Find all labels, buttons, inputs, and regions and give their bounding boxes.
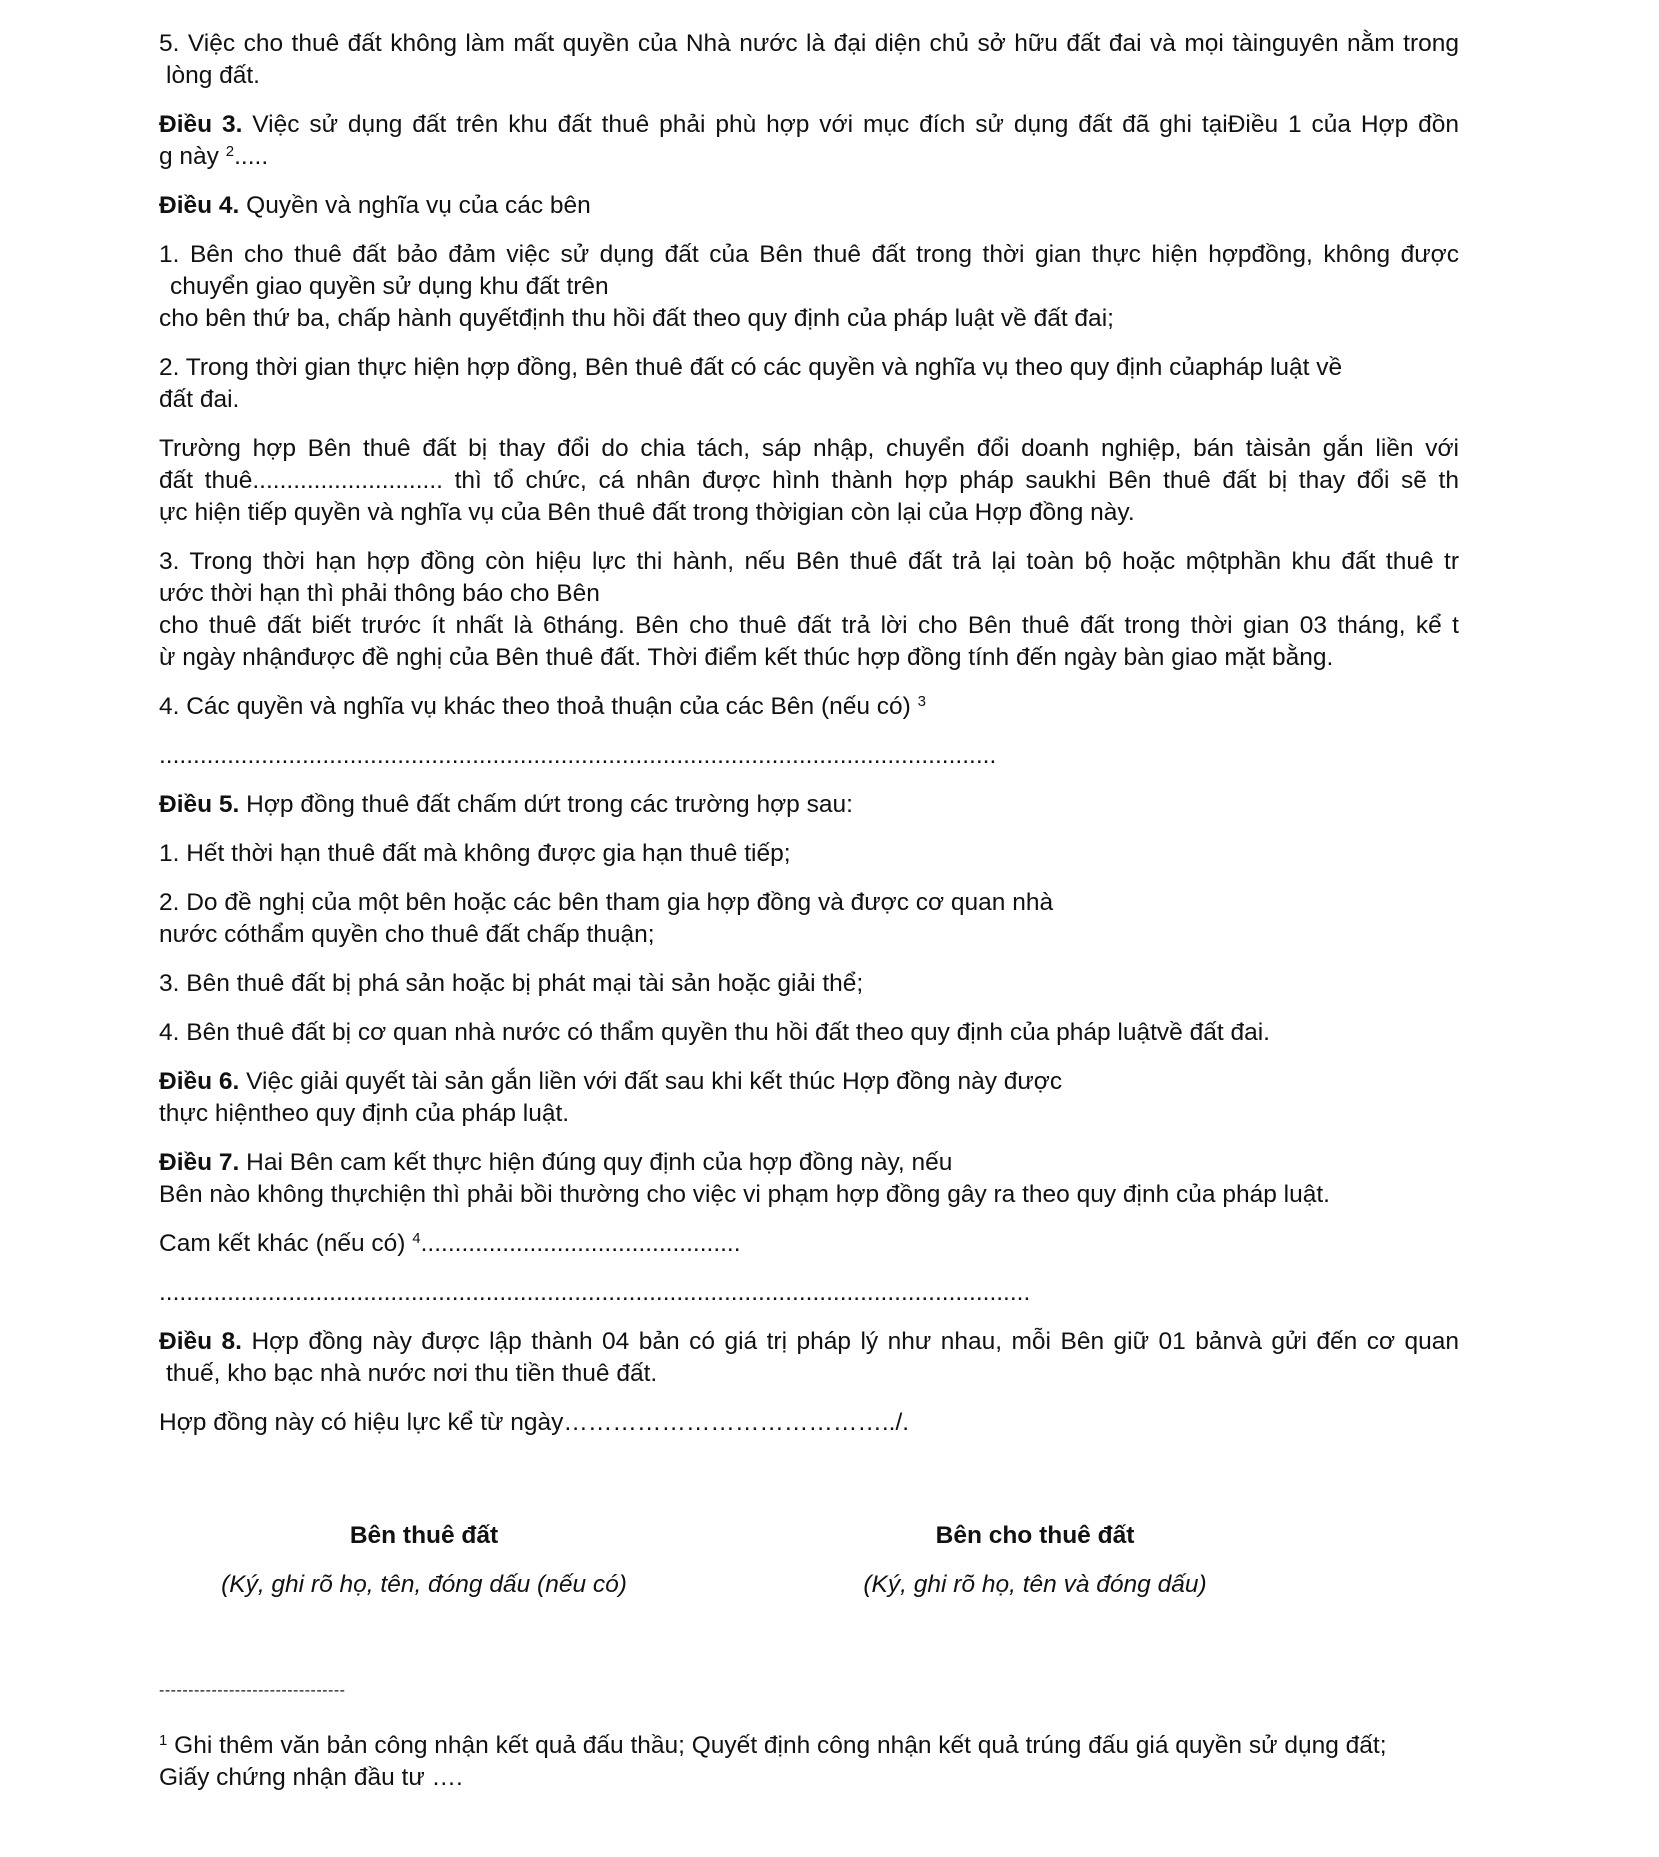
lessor-signature-block bbox=[755, 1520, 1315, 1601]
article-6-line-1: Điều 6. Việc giải quyết tài sản gắn liền với đất sau khi kết thúc Hợp đồng này được bbox=[159, 1068, 1063, 1095]
article-8-heading: Điều 8. bbox=[159, 1328, 242, 1355]
lessor-title: Bên cho thuê đất bbox=[935, 1522, 1135, 1549]
article-4-item-3-line-2: ước thời hạn thì phải thông báo cho Bên bbox=[159, 580, 600, 607]
footnote-text-line-2: Giấy chứng nhận đầu tư …. bbox=[159, 1764, 463, 1791]
article-5-item-2-line-1: 2. Do đề nghị của một bên hoặc các bên tham gia hợp đồng và được cơ quan nhà bbox=[159, 889, 1054, 916]
article-3-heading: Điều 3. bbox=[159, 111, 243, 138]
other-commitments: Cam kết khác (nếu có) $^4$............................................... bbox=[159, 1230, 741, 1257]
article-7-line-1: Điều 7. Hai Bên cam kết thực hiện đúng quy định của hợp đồng này, nếu bbox=[159, 1149, 953, 1176]
article-4-item-1-line-1: 1. Bên cho thuê đất bảo đảm việc sử dụng đất của Bên thuê đất trong thời gian thực hiện hợpđồng, không được bbox=[159, 241, 1459, 268]
article-4-heading: Điều 4. bbox=[159, 192, 240, 219]
footnote-ref-4: 4 bbox=[412, 1230, 421, 1247]
article-5-item-3: 3. Bên thuê đất bị phá sản hoặc bị phát mại tài sản hoặc giải thể; bbox=[159, 970, 864, 997]
lessee-sign-instruction: (Ký, ghi rõ họ, tên, đóng dấu (nếu có) bbox=[221, 1571, 627, 1598]
article-4-item-1-line-2: chuyển giao quyền sử dụng khu đất trên bbox=[170, 273, 609, 300]
article-4-item-3-line-1: 3. Trong thời hạn hợp đồng còn hiệu lực thi hành, nếu Bên thuê đất trả lại toàn bộ hoặc mộtphần khu đất thuê tr bbox=[159, 548, 1459, 575]
blank-dotted-line-2: ................................................................................................................................ bbox=[159, 1279, 1031, 1306]
case-paragraph-line-2: đất thuê............................ thì tổ chức, cá nhân được hình thành hợp pháp saukhi Bên thuê đất bị thay đổi sẽ th bbox=[159, 467, 1459, 494]
footnote-text-line-1: Ghi thêm văn bản công nhận kết quả đấu thầu; Quyết định công nhận kết quả trúng đấu giá quyền sử dụng đất; bbox=[174, 1732, 1387, 1759]
footnote-ref-2: 2 bbox=[225, 143, 235, 160]
case-paragraph-line-1: Trường hợp Bên thuê đất bị thay đổi do chia tách, sáp nhập, chuyển đổi doanh nghiệp, bán tàisản gắn liền với bbox=[159, 435, 1459, 462]
clause-5-line-2: lòng đất. bbox=[166, 62, 260, 89]
article-5-heading-line: Điều 5. Hợp đồng thuê đất chấm dứt trong các trường hợp sau: bbox=[159, 791, 853, 818]
case-paragraph-line-3: ực hiện tiếp quyền và nghĩa vụ của Bên thuê đất trong thờigian còn lại của Hợp đồng này. bbox=[159, 499, 1135, 526]
article-5-item-2-line-2: nước cóthẩm quyền cho thuê đất chấp thuận; bbox=[159, 921, 655, 948]
clause-5-line-1: 5. Việc cho thuê đất không làm mất quyền của Nhà nước là đại diện chủ sở hữu đất đai và mọi tàinguyên nằm trong bbox=[159, 30, 1459, 57]
article-3-line-2: g này $^2$..... bbox=[159, 143, 269, 170]
lessor-sign-instruction: (Ký, ghi rõ họ, tên và đóng dấu) bbox=[863, 1571, 1207, 1598]
article-4-item-2-line-2: đất đai. bbox=[159, 386, 240, 413]
article-4-item-3-line-4: ừ ngày nhậnđược đề nghị của Bên thuê đất. Thời điểm kết thúc hợp đồng tính đến ngày bàn giao mặt bằng. bbox=[159, 644, 1334, 671]
lessee-signature-block bbox=[144, 1520, 704, 1601]
article-6-heading: Điều 6. bbox=[159, 1068, 240, 1095]
effective-date-line: Hợp đồng này có hiệu lực kể từ ngày…………………………………../. bbox=[159, 1409, 910, 1436]
article-7-line-2: Bên nào không thựchiện thì phải bồi thường cho việc vi phạm hợp đồng gây ra theo quy định của pháp luật. bbox=[159, 1181, 1330, 1208]
footnote-number: 1 bbox=[159, 1732, 168, 1749]
footnote-ref-3: 3 bbox=[917, 693, 926, 710]
contract-body bbox=[159, 28, 1459, 1439]
article-4-item-4: 4. Các quyền và nghĩa vụ khác theo thoả thuận của các Bên (nếu có) $^3$ bbox=[159, 693, 926, 720]
article-8-line-1: Điều 8. Hợp đồng này được lập thành 04 bản có giá trị pháp lý như nhau, mỗi Bên giữ 01 bảnvà gửi đến cơ quan bbox=[159, 1328, 1459, 1355]
article-4-heading-line: Điều 4. Quyền và nghĩa vụ của các bên bbox=[159, 192, 591, 219]
article-7-heading: Điều 7. bbox=[159, 1149, 240, 1176]
lessee-title: Bên thuê đất bbox=[349, 1522, 499, 1549]
article-5-item-4: 4. Bên thuê đất bị cơ quan nhà nước có thẩm quyền thu hồi đất theo quy định của pháp luậtvề đất đai. bbox=[159, 1019, 1270, 1046]
blank-dotted-line-1: ........................................................................................................................... bbox=[159, 742, 997, 769]
article-3-line-1: Điều 3. Việc sử dụng đất trên khu đất thuê phải phù hợp với mục đích sử dụng đất đã ghi tạiĐiều 1 của Hợp đồn bbox=[159, 111, 1459, 138]
article-8-line-2: thuế, kho bạc nhà nước nơi thu tiền thuê đất. bbox=[166, 1360, 658, 1387]
article-4-item-3-line-3: cho thuê đất biết trước ít nhất là 6tháng. Bên cho thuê đất trả lời cho Bên thuê đất trong thời gian 03 tháng, kể t bbox=[159, 612, 1459, 639]
article-6-line-2: thực hiệntheo quy định của pháp luật. bbox=[159, 1100, 570, 1127]
footnote-1 bbox=[159, 1730, 1459, 1794]
footnote-separator: -------------------------------- bbox=[159, 1682, 346, 1699]
article-4-item-2-line-1: 2. Trong thời gian thực hiện hợp đồng, Bên thuê đất có các quyền và nghĩa vụ theo quy định củapháp luật về bbox=[159, 354, 1343, 381]
article-4-item-1-line-3: cho bên thứ ba, chấp hành quyếtđịnh thu hồi đất theo quy định của pháp luật về đất đai; bbox=[159, 305, 1114, 332]
article-5-item-1: 1. Hết thời hạn thuê đất mà không được gia hạn thuê tiếp; bbox=[159, 840, 791, 867]
article-5-heading: Điều 5. bbox=[159, 791, 240, 818]
